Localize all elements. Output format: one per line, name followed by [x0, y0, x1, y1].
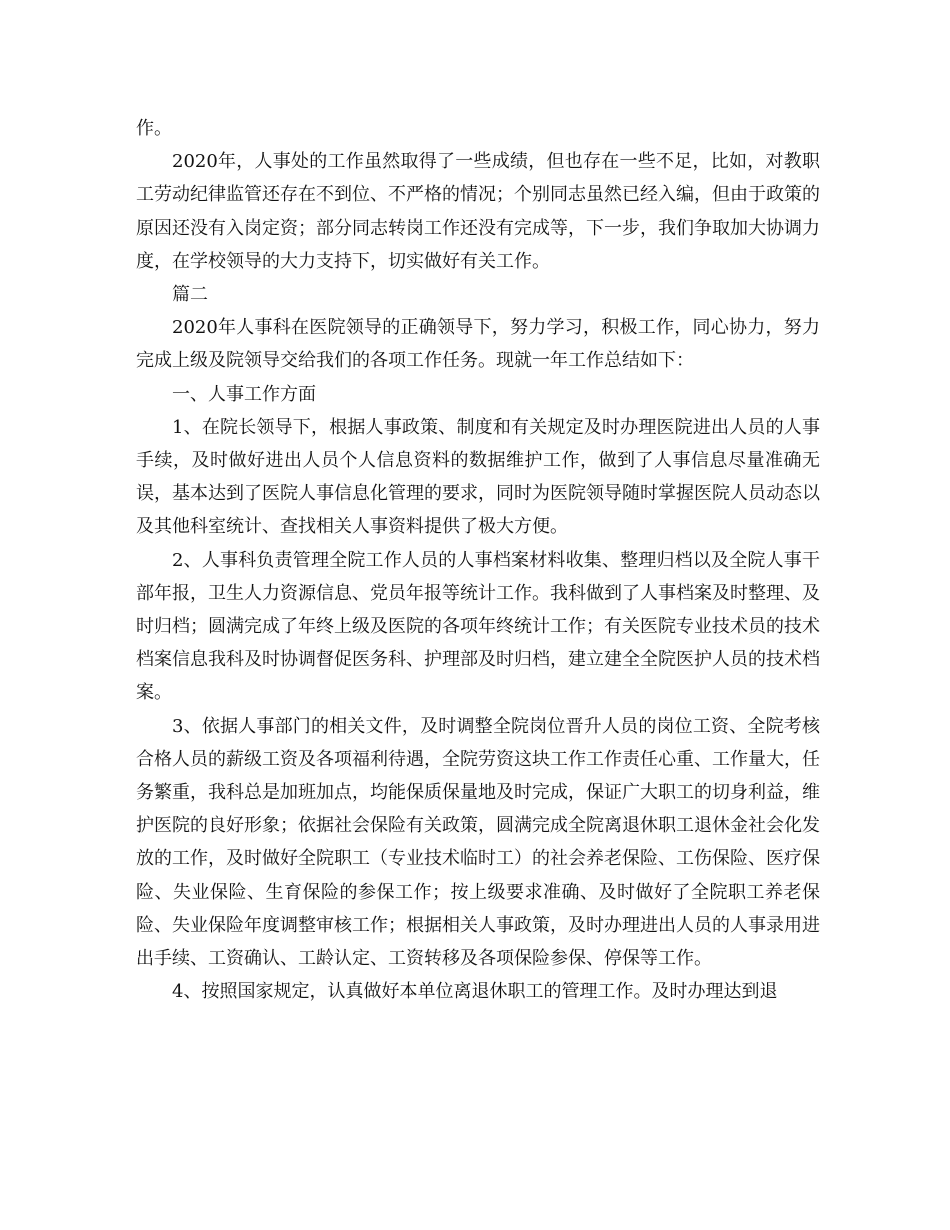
paragraph-2020-intro: 2020年人事科在医院领导的正确领导下，努力学习，积极工作，同心协力，努力完成上级及院领导交给我们的各项工作任务。现就一年工作总结如下： [136, 317, 820, 372]
section-heading-part-two: 篇二 [172, 284, 208, 306]
paragraph-item-4: 4、按照国家规定，认真做好本单位离退休职工的管理工作。及时办理达到退 [172, 981, 778, 1003]
section-heading-personnel-work: 一、人事工作方面 [172, 383, 316, 405]
paragraph-item-1: 1、在院长领导下，根据人事政策、制度和有关规定及时办理医院进出人员的人事手续，及时做好进出人员个人信息资料的数据维护工作，做到了人事信息尽量准确无误，基本达到了医院人事信息化管理的要求，同时为医院领导随时掌握医院人员动态以及其他科室统计、查找相关人事资料提供了极大方便。 [136, 416, 820, 538]
paragraph-item-3: 3、依据人事部门的相关文件，及时调整全院岗位晋升人员的岗位工资、全院考核合格人员的薪级工资及各项福利待遇，全院劳资这块工作工作责任心重、工作量大，任务繁重，我科总是加班加点，均能保质保量地及时完成，保证广大职工的切身利益，维护医院的良好形象；依据社会保险有关政策，圆满完成全院离退休职工退休金社会化发放的工作，及时做好全院职工（专业技术临时工）的社会养老保险、工伤保险、医疗保险、失业保险、生育保险的参保工作；按上级要求准确、及时做好了全院职工养老保险、失业保险年度调整审核工作；根据相关人事政策，及时办理进出人员的人事录用进出手续、工资确认、工龄认定、工资转移及各项保险参保、停保等工作。 [136, 715, 820, 970]
paragraph-2020-shortcomings: 2020年，人事处的工作虽然取得了一些成绩，但也存在一些不足，比如，对教职工劳动纪律监管还存在不到位、不严格的情况；个别同志虽然已经入编，但由于政策的原因还没有入岗定资；部分同志转岗工作还没有完成等，下一步，我们争取加大协调力度，在学校领导的大力支持下，切实做好有关工作。 [136, 151, 820, 272]
paragraph-continuation: 作。 [136, 118, 172, 139]
document-body [136, 112, 820, 1008]
paragraph-item-2: 2、人事科负责管理全院工作人员的人事档案材料收集、整理归档以及全院人事干部年报，卫生人力资源信息、党员年报等统计工作。我科做到了人事档案及时整理、及时归档；圆满完成了年终上级及医院的各项年终统计工作；有关医院专业技术员的技术档案信息我科及时协调督促医务科、护理部及时归档，建立建全全院医护人员的技术档案。 [136, 549, 820, 704]
